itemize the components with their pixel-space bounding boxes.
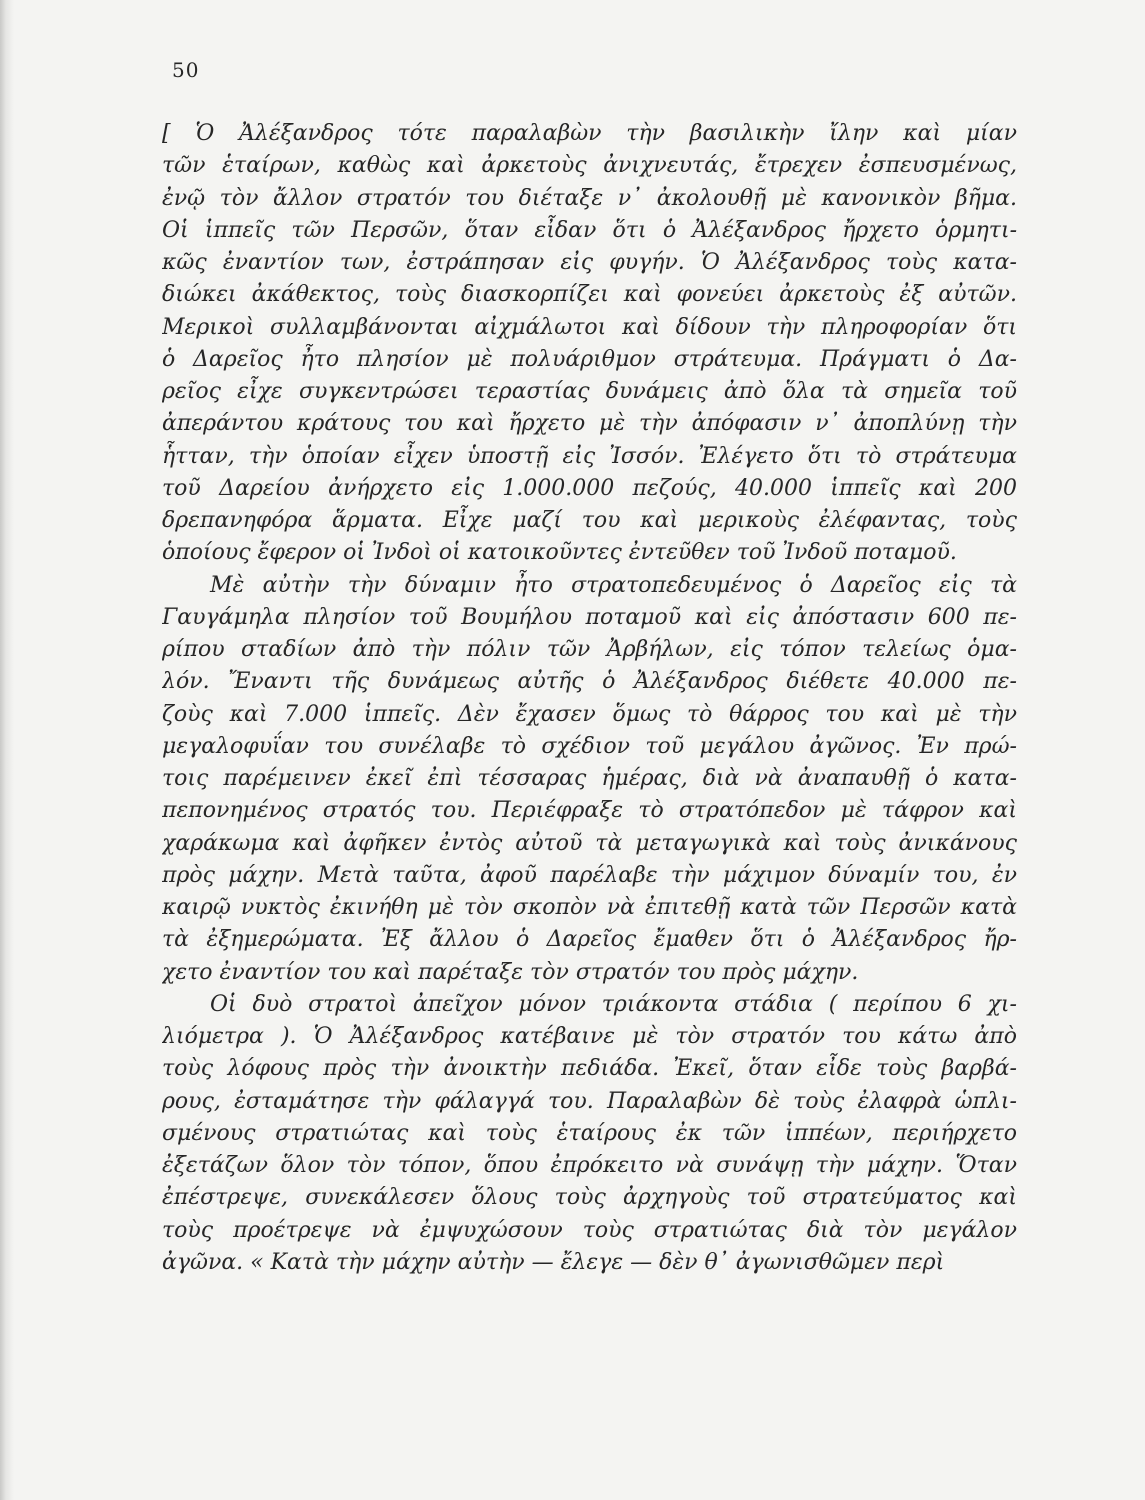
text-line: δρεπανηφόρα ἅρματα. Εἶχε μαζί του καὶ μερικοὺς ἐλέφαντας, τοὺς bbox=[162, 508, 1017, 533]
text-line: μεγαλοφυΐαν του συνέλαβε τὸ σχέδιον τοῦ μεγάλου ἀγῶνος. Ἐν πρώ- bbox=[162, 733, 1017, 759]
text-line: τῶν ἑταίρων, καθὼς καὶ ἀρκετοὺς ἀνιχνευτάς, ἔτρεχεν ἐσπευσμένως, bbox=[162, 153, 1017, 179]
text-line: τοις παρέμεινεν ἐκεῖ ἐπὶ τέσσαρας ἡμέρας, διὰ νὰ ἀναπαυθῇ ὁ κατα- bbox=[162, 766, 1017, 791]
book-spine-shadow bbox=[0, 0, 14, 1500]
text-line: ρεῖος εἶχε συγκεντρώσει τεραστίας δυνάμεις ἀπὸ ὅλα τὰ σημεῖα τοῦ bbox=[162, 379, 1017, 404]
text-line: ρους, ἐσταμάτησε τὴν φάλαγγά του. Παραλαβὼν δὲ τοὺς ἐλαφρὰ ὡπλι- bbox=[162, 1088, 1017, 1114]
text-line: σμένους στρατιώτας καὶ τοὺς ἑταίρους ἐκ τῶν ἱππέων, περιήρχετο bbox=[162, 1120, 1017, 1146]
text-line: καιρῷ νυκτὸς ἐκινήθη μὲ τὸν σκοπὸν νὰ ἐπιτεθῇ κατὰ τῶν Περσῶν κατὰ bbox=[162, 895, 1017, 920]
text-line: χαράκωμα καὶ ἀφῆκεν ἐντὸς αὐτοῦ τὰ μεταγωγικὰ καὶ τοὺς ἀνικάνους bbox=[162, 830, 1017, 856]
text-line: ὁποίους ἔφερον οἱ Ἰνδοὶ οἱ κατοικοῦντες ἐντεῦθεν τοῦ Ἰνδοῦ ποταμοῦ. bbox=[162, 540, 957, 566]
text-line: τοὺς λόφους πρὸς τὴν ἀνοικτὴν πεδιάδα. Ἐκεῖ, ὅταν εἶδε τοὺς βαρβά- bbox=[162, 1056, 1017, 1082]
text-line: Οἱ δυὸ στρατοὶ ἀπεῖχον μόνον τριάκοντα στάδια ( περίπου 6 χι- bbox=[210, 991, 1017, 1017]
text-line: ρίπου σταδίων ἀπὸ τὴν πόλιν τῶν Ἀρβήλων, εἰς τόπον τελείως ὁμα- bbox=[162, 637, 1017, 662]
text-line: ἐνῷ τὸν ἄλλον στρατόν του διέταξε ν᾽ ἀκολουθῇ μὲ κανονικὸν βῆμα. bbox=[162, 185, 1017, 211]
text-line: Γαυγάμηλα πλησίον τοῦ Βουμήλου ποταμοῦ καὶ εἰς ἀπόστασιν 600 πε- bbox=[162, 604, 1017, 630]
text-line: τοὺς προέτρεψε νὰ ἐμψυχώσουν τοὺς στρατιώτας διὰ τὸν μεγάλον bbox=[162, 1217, 1017, 1243]
text-line: λόν. Ἔναντι τῆς δυνάμεως αὐτῆς ὁ Ἀλέξανδρος διέθετε 40.000 πε- bbox=[162, 669, 1017, 695]
text-line: ἀγῶνα. « Κατὰ τὴν μάχην αὐτὴν — ἔλεγε — δὲν θ᾽ ἀγωνισθῶμεν περὶ bbox=[162, 1249, 945, 1275]
text-line: Μὲ αὐτὴν τὴν δύναμιν ἦτο στρατοπεδευμένος ὁ Δαρεῖος εἰς τὰ bbox=[210, 572, 1017, 598]
text-line: λιόμετρα ). Ὁ Ἀλέξανδρος κατέβαινε μὲ τὸν στρατόν του κάτω ἀπὸ bbox=[162, 1024, 1017, 1049]
text-line: [ Ὁ Ἀλέξανδρος τότε παραλαβὼν τὴν βασιλικὴν ἴλην καὶ μίαν bbox=[162, 121, 1017, 146]
text-line: πρὸς μάχην. Μετὰ ταῦτα, ἀφοῦ παρέλαβε τὴν μάχιμον δύναμίν του, ἐν bbox=[162, 862, 1017, 888]
text-line: ὁ Δαρεῖος ἦτο πλησίον μὲ πολυάριθμον στράτευμα. Πράγματι ὁ Δα- bbox=[162, 346, 1017, 372]
text-line: Οἱ ἱππεῖς τῶν Περσῶν, ὅταν εἶδαν ὅτι ὁ Ἀλέξανδρος ἤρχετο ὁρμητι- bbox=[162, 217, 1017, 243]
paragraph bbox=[162, 118, 1017, 570]
text-line: χετο ἐναντίον του καὶ παρέταξε τὸν στρατόν του πρὸς μάχην. bbox=[162, 959, 859, 985]
text-line: κῶς ἐναντίον των, ἐστράπησαν εἰς φυγήν. Ὁ Ἀλέξανδρος τοὺς κατα- bbox=[162, 250, 1017, 275]
text-line: τοῦ Δαρείου ἀνήρχετο εἰς 1.000.000 πεζούς, 40.000 ἱππεῖς καὶ 200 bbox=[162, 475, 1017, 501]
page-number: 50 bbox=[172, 58, 200, 82]
text-line: διώκει ἀκάθεκτος, τοὺς διασκορπίζει καὶ φονεύει ἀρκετοὺς ἐξ αὐτῶν. bbox=[162, 282, 1017, 308]
paragraph bbox=[162, 570, 1017, 989]
text-line: ἀπεράντου κράτους του καὶ ἤρχετο μὲ τὴν ἀπόφασιν ν᾽ ἀποπλύνῃ τὴν bbox=[162, 411, 1017, 437]
text-line: ζοὺς καὶ 7.000 ἱππεῖς. Δὲν ἔχασεν ὅμως τὸ θάρρος του καὶ μὲ τὴν bbox=[162, 701, 1017, 727]
paragraph bbox=[162, 989, 1017, 1279]
text-line: ἧτταν, τὴν ὁποίαν εἶχεν ὑποστῇ εἰς Ἰσσόν. Ἐλέγετο ὅτι τὸ στράτευμα bbox=[162, 443, 1017, 469]
text-line: τὰ ἐξημερώματα. Ἐξ ἄλλου ὁ Δαρεῖος ἔμαθεν ὅτι ὁ Ἀλέξανδρος ἤρ- bbox=[162, 927, 1017, 953]
text-line: πεπονημένος στρατός του. Περιέφραξε τὸ στρατόπεδον μὲ τάφρον καὶ bbox=[162, 798, 1017, 824]
body-text bbox=[162, 118, 1017, 1279]
text-line: Μερικοὶ συλλαμβάνονται αἰχμάλωτοι καὶ δίδουν τὴν πληροφορίαν ὅτι bbox=[162, 314, 1017, 340]
text-line: ἐξετάζων ὅλον τὸν τόπον, ὅπου ἐπρόκειτο νὰ συνάψῃ τὴν μάχην. Ὅταν bbox=[162, 1153, 1017, 1178]
text-line: ἐπέστρεψε, συνεκάλεσεν ὅλους τοὺς ἀρχηγοὺς τοῦ στρατεύματος καὶ bbox=[162, 1185, 1017, 1211]
